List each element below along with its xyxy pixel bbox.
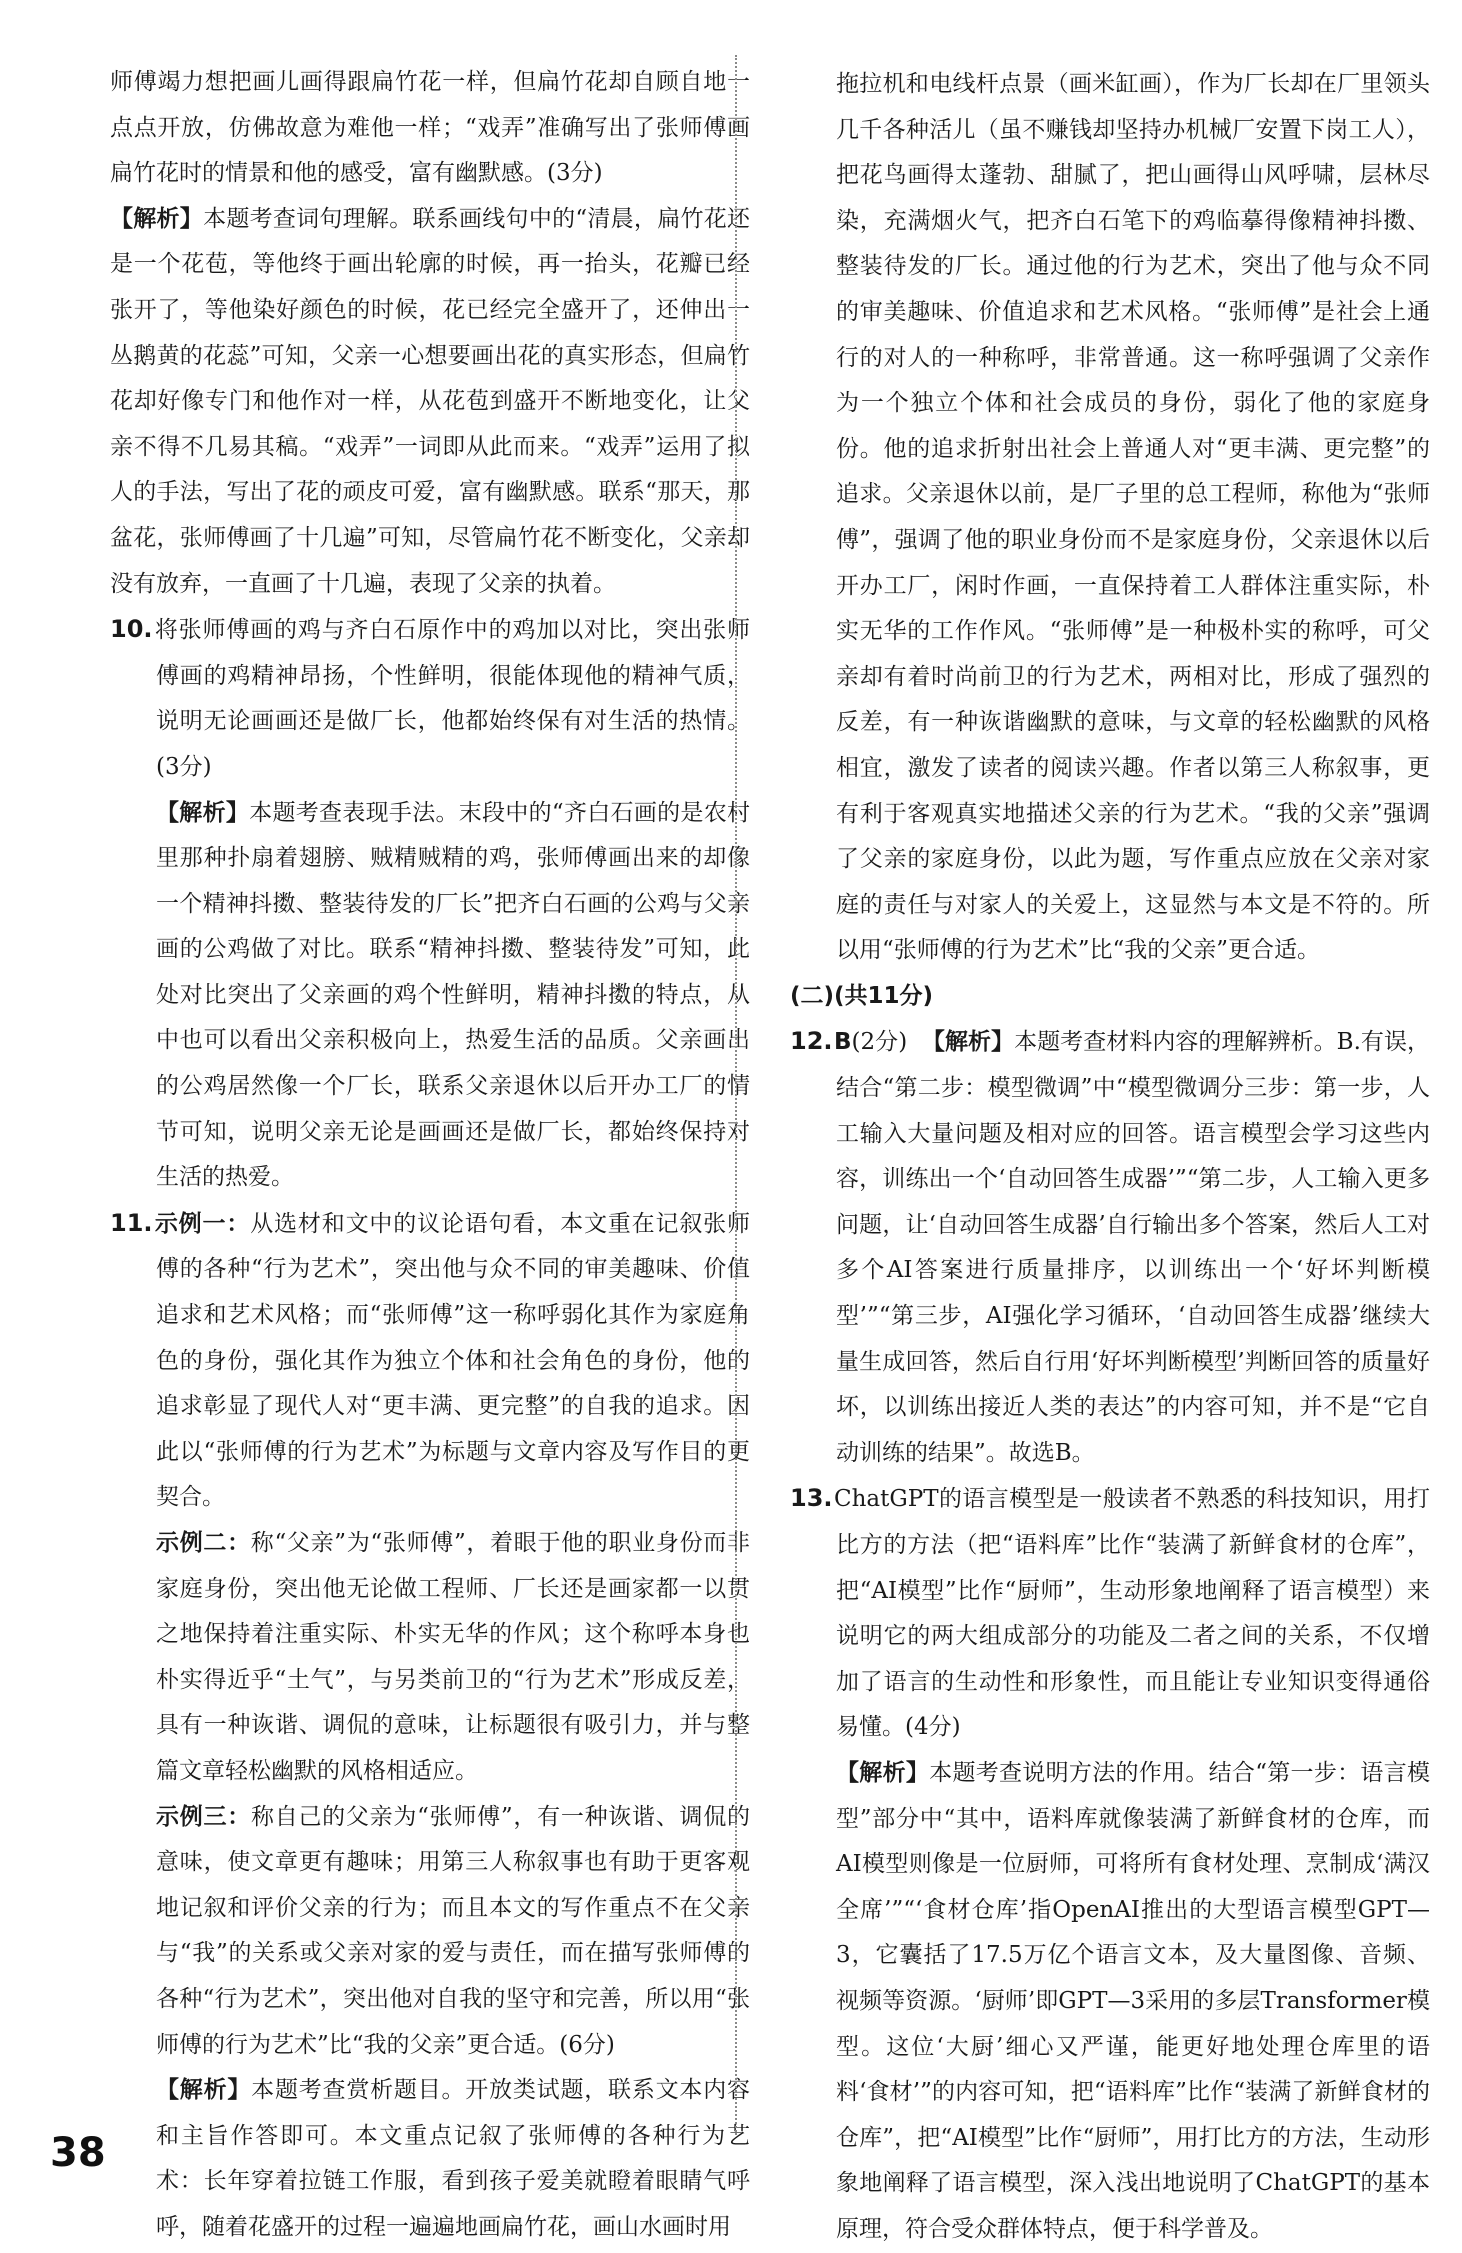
question-12 bbox=[790, 1019, 1430, 1476]
analysis-tag: 【解析】 bbox=[921, 1029, 1015, 1056]
q11-example-3 bbox=[156, 1795, 750, 2069]
q11-analysis-continued-block bbox=[790, 62, 1430, 974]
q10-answer bbox=[110, 607, 750, 790]
example-1-text: 从选材和文中的议论语句看，本文重在记叙张师傅的各种“行为艺术”，突出他与众不同的审美趣味、价值追求和艺术风格；而“张师傅”这一称呼弱化其作为家庭角色的身份，强化其作为独立个体和社会角色的身份，他的追求彰显了现代人对“更丰满、更完整”的自我的追求。因此以“张师傅的行为艺术”为标题与文章内容及写作目的更契合。 bbox=[156, 1210, 751, 1511]
q12-answer bbox=[790, 1019, 1431, 1476]
q11-example-1 bbox=[110, 1201, 751, 1521]
left-column bbox=[110, 60, 750, 2251]
question-11 bbox=[110, 1201, 750, 2251]
q11-number: 11. bbox=[110, 1208, 153, 1237]
column-divider bbox=[735, 55, 737, 2135]
q11-analysis-continued: 拖拉机和电线杆点景（画米缸画），作为厂长却在厂里领头几千各种活儿（虽不赚钱却坚持办机械厂安置下岗工人），把花鸟画得太蓬勃、甜腻了，把山画得山风呼啸，层林尽染，充满烟火气，把齐白石笔下的鸡临摹得像精神抖擞、整装待发的厂长。通过他的行为艺术，突出了他与众不同的审美趣味、价值追求和艺术风格。“张师傅”是社会上通行的对人的一种称呼，非常普通。这一称呼强调了父亲作为一个独立个体和社会成员的身份，弱化了他的家庭身份。他的追求折射出社会上普通人对“更丰满、更完整”的追求。父亲退休以前，是厂子里的总工程师，称他为“张师傅”，强调了他的职业身份而不是家庭身份，父亲退休以后开办工厂，闲时作画，一直保持着工人群体注重实际，朴实无华的工作作风。“张师傅”是一种极朴实的称呼，可父亲却有着时尚前卫的行为艺术，两相对比，形成了强烈的反差，有一种诙谐幽默的意味，与文章的轻松幽默的风格相宜，激发了读者的阅读兴趣。作者以第三人称叙事，更有利于客观真实地描述父亲的行为艺术。“我的父亲”强调了父亲的家庭身份，以此为题，写作重点应放在父亲对家庭的责任与对家人的关爱上，这显然与本文是不符的。所以用“张师傅的行为艺术”比“我的父亲”更合适。 bbox=[836, 71, 1430, 964]
q13-number: 13. bbox=[790, 1484, 833, 1513]
q13-answer bbox=[790, 1476, 1430, 1751]
example-1-label: 示例一： bbox=[154, 1210, 251, 1237]
q10-answer-text: 将张师傅画的鸡与齐白石原作中的鸡加以对比，突出张师傅画的鸡精神昂扬，个性鲜明，很能体现他的精神气质，说明无论画画还是做厂长，他都始终保有对生活的热情。(3分) bbox=[154, 617, 750, 780]
analysis-tag: 【解析】 bbox=[156, 799, 250, 826]
right-column bbox=[790, 62, 1430, 2253]
page-number: 38 bbox=[50, 2130, 106, 2176]
q10-analysis bbox=[156, 791, 750, 1201]
q9-analysis bbox=[110, 197, 750, 607]
q13-answer-text: ChatGPT的语言模型是一般读者不熟悉的科技知识，用打比方的方法（把“语料库”比作“装满了新鲜食材的仓库”，把“AI模型”比作“厨师”，生动形象地阐释了语言模型）来说明它的两大组成部分的功能及二者之间的关系，不仅增加了语言的生动性和形象性，而且能让专业知识变得通俗易懂。(4分) bbox=[834, 1486, 1430, 1741]
q9-answer-continued: 师傅竭力想把画儿画得跟扁竹花一样，但扁竹花却自顾自地一点点开放，仿佛故意为难他一样；“戏弄”准确写出了张师傅画扁竹花时的情景和他的感受，富有幽默感。(3分) bbox=[110, 69, 750, 187]
example-3-text: 称自己的父亲为“张师傅”，有一种诙谐、调侃的意味，使文章更有趣味；用第三人称叙事也有助于更客观地记叙和评价父亲的行为；而且本文的写作重点不在父亲与“我”的关系或父亲对家的爱与责任，而在描写张师傅的各种“行为艺术”，突出他对自我的坚守和完善，所以用“张师傅的行为艺术”比“我的父亲”更合适。(6分) bbox=[156, 1803, 750, 2058]
q12-number: 12. bbox=[790, 1027, 833, 1056]
example-2-text: 称“父亲”为“张师傅”，着眼于他的职业身份而非家庭身份，突出他无论做工程师、厂长还是画家都一以贯之地保持着注重实际、朴实无华的作风；这个称呼本身也朴实得近乎“土气”，与另类前卫的“行为艺术”形成反差，具有一种诙谐、调侃的意味，让标题很有吸引力，并与整篇文章轻松幽默的风格相适应。 bbox=[156, 1530, 750, 1784]
section-heading: (二)(共11分) bbox=[790, 982, 934, 1009]
q12-choice: B bbox=[834, 1029, 852, 1056]
q10-analysis-text: 本题考查表现手法。末段中的“齐白石画的是农村里那种扑扇着翅膀、贼精贼精的鸡，张师傅画出来的却像一个精神抖擞、整装待发的厂长”把齐白石画的公鸡与父亲画的公鸡做了对比。联系“精神抖擞、整装待发”可知，此处对比突出了父亲画的鸡个性鲜明，精神抖擞的特点，从中也可以看出父亲积极向上，热爱生活的品质。父亲画出的公鸡居然像一个厂长，联系父亲退休以后开办工厂的情节可知，说明父亲无论是画画还是做厂长，都始终保持对生活的热爱。 bbox=[156, 799, 751, 1191]
analysis-tag: 【解析】 bbox=[836, 1759, 930, 1786]
q12-score: (2分) bbox=[851, 1029, 908, 1056]
q12-analysis-text: 本题考查材料内容的理解辨析。B.有误，结合“第二步：模型微调”中“模型微调分三步：第一步，人工输入大量问题及相对应的回答。语言模型会学习这些内容，训练出一个‘自动回答生成器’”“第二步，人工输入更多问题，让‘自动回答生成器’自行输出多个答案，然后人工对多个AI答案进行质量排序，以训练出一个‘好坏判断模型’”“第三步，AI强化学习循环，‘自动回答生成器’继续大量生成回答，然后自行用‘好坏判断模型’判断回答的质量好坏，以训练出接近人类的表达”的内容可知，并不是“它自动训练的结果”。故选B。 bbox=[836, 1029, 1431, 1466]
example-2-label: 示例二： bbox=[156, 1530, 251, 1556]
q11-example-2 bbox=[156, 1521, 750, 1795]
q11-analysis-text: 本题考查赏析题目。开放类试题，联系文本内容和主旨作答即可。本文重点记叙了张师傅的各种行为艺术：长年穿着拉链工作服，看到孩子爱美就瞪着眼睛气呼呼，随着花盛开的过程一遍遍地画扁竹花，画山水画时用 bbox=[156, 2077, 751, 2240]
analysis-tag: 【解析】 bbox=[156, 2077, 252, 2104]
q13-analysis bbox=[836, 1751, 1430, 2253]
question-13 bbox=[790, 1476, 1430, 2252]
example-3-label: 示例三： bbox=[156, 1803, 251, 1830]
analysis-tag: 【解析】 bbox=[110, 205, 204, 232]
q11-analysis bbox=[156, 2068, 750, 2250]
q13-analysis-text: 本题考查说明方法的作用。结合“第一步：语言模型”部分中“其中，语料库就像装满了新鲜食材的仓库，而AI模型则像是一位厨师，可将所有食材处理、烹制成‘满汉全席’”“‘食材仓库’指OpenAI推出的大型语言模型GPT—3，它囊括了17.5万亿个语言文本，及大量图像、音频、视频等资源。‘厨师’即GPT—3采用的多层Transformer模型。这位‘大厨’细心又严谨，能更好地处理仓库里的语料‘食材’”的内容可知，把“语料库”比作“装满了新鲜食材的仓库”，把“AI模型”比作“厨师”，用打比方的方法，生动形象地阐释了语言模型，深入浅出地说明了ChatGPT的基本原理，符合受众群体特点，便于科学普及。 bbox=[836, 1759, 1431, 2242]
q10-number: 10. bbox=[110, 615, 153, 644]
question-10 bbox=[110, 607, 750, 1201]
q9-analysis-text: 本题考查词句理解。联系画线句中的“清晨，扁竹花还是一个花苞，等他终于画出轮廓的时候，再一抬头，花瓣已经张开了，等他染好颜色的时候，花已经完全盛开了，还伸出一丛鹅黄的花蕊”可知，父亲一心想要画出花的真实形态，但扁竹花却好像专门和他作对一样，从花苞到盛开不断地变化，让父亲不得不几易其稿。“戏弄”一词即从此而来。“戏弄”运用了拟人的手法，写出了花的顽皮可爱，富有幽默感。联系“那天，那盆花，张师傅画了十几遍”可知，尽管扁竹花不断变化，父亲却没有放弃，一直画了十几遍，表现了父亲的执着。 bbox=[110, 205, 750, 597]
